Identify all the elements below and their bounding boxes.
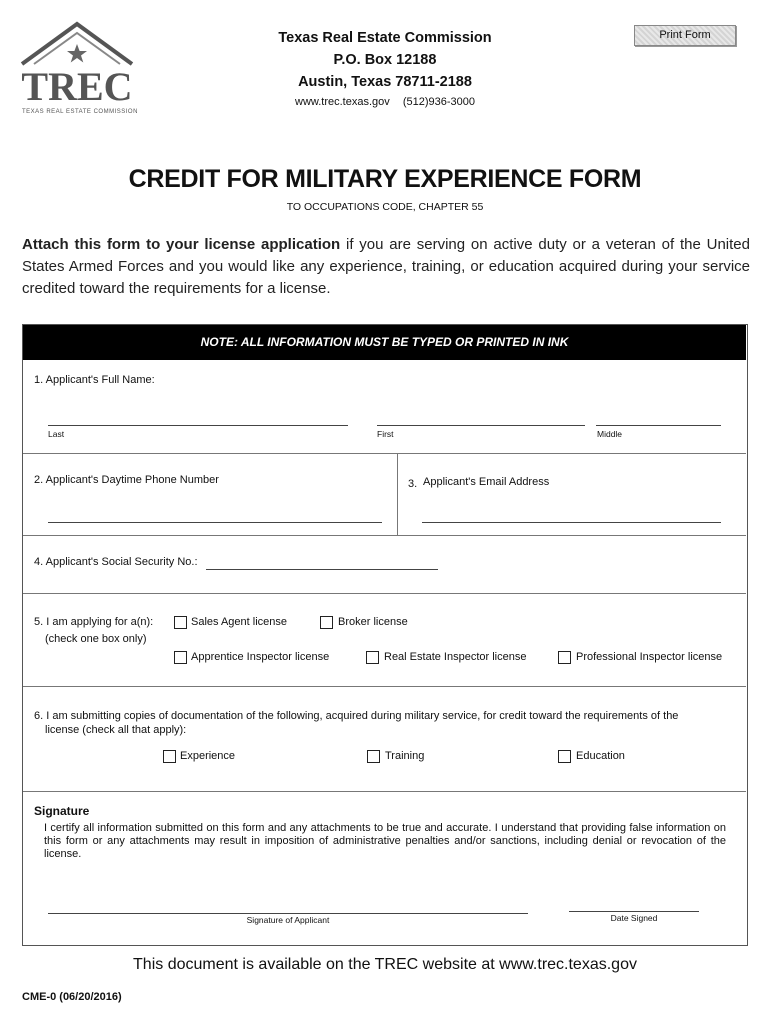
signature-field[interactable] <box>48 913 528 914</box>
professional-inspector-label: Professional Inspector license <box>576 651 723 663</box>
experience-label: Experience <box>180 750 236 762</box>
last-name-field[interactable] <box>48 425 348 426</box>
documentation-label-2: license (check all that apply): <box>45 724 187 736</box>
sales-agent-checkbox[interactable] <box>174 616 187 629</box>
intro-paragraph <box>22 234 750 300</box>
real-estate-inspector-checkbox[interactable] <box>366 651 379 664</box>
contact-line <box>210 96 560 108</box>
website-link[interactable]: www.trec.texas.gov <box>295 96 390 108</box>
sales-agent-label: Sales Agent license <box>191 616 288 628</box>
logo-text: TREC <box>21 64 133 109</box>
broker-label: Broker license <box>338 616 408 628</box>
education-label: Education <box>576 750 625 762</box>
note-banner: NOTE: ALL INFORMATION MUST BE TYPED OR PRINTED IN INK <box>23 325 746 360</box>
real-estate-inspector-label: Real Estate Inspector license <box>384 651 527 663</box>
po-box: P.O. Box 12188 <box>333 52 437 68</box>
intro-rest: if you are serving on active duty or a veteran of the United States Armed Forces and you would like any experience, training, or education acquired during your service credited toward the requirements for a license. <box>22 236 750 297</box>
apprentice-inspector-label: Apprentice Inspector license <box>191 651 330 663</box>
divider <box>23 453 746 454</box>
form-subtitle: TO OCCUPATIONS CODE, CHAPTER 55 <box>286 201 484 213</box>
professional-inspector-checkbox[interactable] <box>558 651 571 664</box>
certification-text: I certify all information submitted on this form and any attachments to be true and accurate. I understand that providing false information on this form or any attachments may result in imposition of administrative penalties and/or sanctions, including denial or revocation of the license. <box>44 822 726 860</box>
logo-subtext: TEXAS REAL ESTATE COMMISSION <box>22 109 138 115</box>
middle-name-field[interactable] <box>596 425 721 426</box>
training-label: Training <box>385 750 425 762</box>
phone-label: 2. Applicant's Daytime Phone Number <box>34 474 219 486</box>
footer-availability: This document is available on the TREC website at www.trec.texas.gov <box>133 956 637 973</box>
intro-bold: Attach this form to your license application <box>22 236 341 253</box>
divider <box>23 686 746 687</box>
phone-number: (512)936-3000 <box>402 96 475 108</box>
broker-checkbox[interactable] <box>320 616 333 629</box>
form-title: CREDIT FOR MILITARY EXPERIENCE FORM <box>128 165 642 193</box>
trec-logo <box>20 20 135 120</box>
experience-checkbox[interactable] <box>163 750 176 763</box>
signature-heading: Signature <box>34 804 90 818</box>
email-num: 3. <box>408 478 418 490</box>
date-label: Date Signed <box>610 913 658 923</box>
education-checkbox[interactable] <box>558 750 571 763</box>
city-state: Austin, Texas 78711-2188 <box>298 74 472 90</box>
last-label: Last <box>48 429 65 439</box>
divider <box>23 593 746 594</box>
print-form-button[interactable]: Print Form <box>634 25 736 46</box>
email-label: Applicant's Email Address <box>423 476 550 488</box>
license-type-hint: (check one box only) <box>45 633 147 645</box>
ssn-label: 4. Applicant's Social Security No.: <box>34 556 198 568</box>
full-name-label: 1. Applicant's Full Name: <box>34 374 155 386</box>
ssn-field[interactable] <box>206 569 438 570</box>
license-type-label: 5. I am applying for a(n): <box>34 616 154 628</box>
email-field[interactable] <box>422 522 721 523</box>
divider <box>23 791 746 792</box>
first-label: First <box>377 429 394 439</box>
date-field[interactable] <box>569 911 699 912</box>
org-name: Texas Real Estate Commission <box>278 30 492 46</box>
middle-label: Middle <box>597 429 623 439</box>
apprentice-inspector-checkbox[interactable] <box>174 651 187 664</box>
training-checkbox[interactable] <box>367 750 380 763</box>
first-name-field[interactable] <box>377 425 585 426</box>
documentation-label: 6. I am submitting copies of documentation of the following, acquired during military service, for credit toward the requirements of the <box>34 710 679 722</box>
signature-label: Signature of Applicant <box>246 915 330 925</box>
form-code: CME-0 (06/20/2016) <box>22 991 122 1003</box>
phone-field[interactable] <box>48 522 382 523</box>
divider <box>23 535 746 536</box>
divider <box>397 453 398 535</box>
star-icon <box>67 44 87 63</box>
